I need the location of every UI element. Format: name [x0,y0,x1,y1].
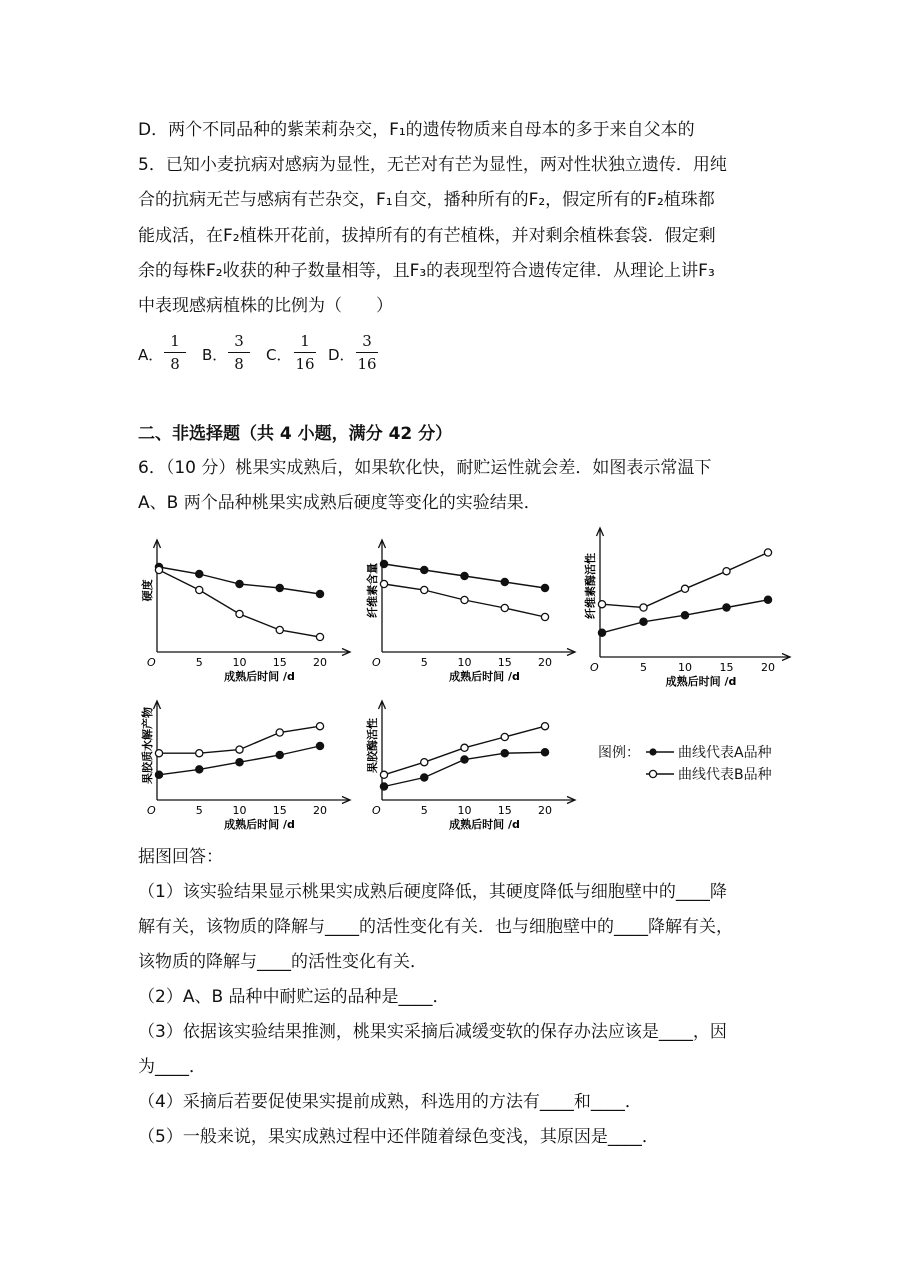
chart-axes [365,540,575,683]
data-point [421,586,428,593]
fraction-bar [356,352,378,353]
q6-intro-1: 6．（10 分）桃果实成熟后，如果软化快，耐贮运性就会差．如图表示常温下 [138,458,712,478]
x-tick-label: 5 [420,804,428,817]
x-tick-label: 15 [272,656,287,669]
x-axis-label: 成熟后时间 /d [449,670,520,683]
data-point [598,629,605,636]
data-point [461,596,468,603]
data-point [541,723,548,730]
option-label: A． [138,346,164,364]
y-axis-label: 纤维素含量 [366,562,379,618]
data-point [461,756,468,763]
fraction-bar [294,352,316,353]
legend-marker-b [644,767,676,781]
data-point [640,618,647,625]
series-a [380,749,548,790]
series-a [598,596,771,636]
q5-line-3: 能成活，在F₂植株开花前，拔掉所有的有芒植株，并对剩余植株套袋．假定剩 [138,226,716,246]
data-point [276,751,283,758]
data-point [501,750,508,757]
data-point [681,612,688,619]
data-point [236,746,243,753]
data-point [501,733,508,740]
numerator: 1 [300,332,310,350]
q6-sub1-line-2: 解有关，该物质的降解与____的活性变化有关．也与细胞壁中的____降解有关， [138,917,733,937]
q4-option-d: D．两个不同品种的紫茉莉杂交，F₁的遗传物质来自母本的多于来自父本的 [138,120,695,140]
q6-sub4: （4）采摘后若要促使果实提前成熟，科选用的方法有____和____． [138,1092,642,1112]
y-axis-label: 硬度 [141,579,154,602]
q5-line-4: 余的每株F₂收获的种子数量相等，且F₃的表现型符合遗传定律．从理论上讲F₃ [138,261,715,281]
x-tick-label: 20 [538,804,552,817]
data-point [316,590,323,597]
data-point [380,560,387,567]
data-point [421,566,428,573]
data-point [236,759,243,766]
data-point [380,580,387,587]
series-b [155,723,323,757]
fraction [356,332,378,373]
q5-line-2: 合的抗病无芒与感病有芒杂交，F₁自交，播种所有的F₂，假定所有的F₂植珠都 [138,190,715,210]
data-point [380,771,387,778]
data-point [276,729,283,736]
numerator: 1 [170,332,180,350]
data-point [236,610,243,617]
x-tick-label: 15 [719,661,734,674]
x-tick-label: 5 [640,661,647,674]
data-point [276,626,283,633]
denominator: 8 [170,355,180,373]
data-point [316,742,323,749]
origin-label: O [147,804,156,817]
x-tick-label: 20 [313,804,327,817]
data-point [598,601,605,608]
data-point [541,749,548,756]
y-axis-label: 纤维素酶活性 [584,553,597,620]
x-tick-label: 5 [420,656,428,669]
q6-sub1-line-1: （1）该实验结果显示桃果实成熟后硬度降低，其硬度降低与细胞壁中的____降 [138,882,727,902]
denominator: 8 [234,355,244,373]
data-point [764,549,771,556]
q5-line-5: 中表现感病植株的比例为（ ） [138,296,393,316]
data-point [155,771,162,778]
q5-line-1: 5．已知小麦抗病对感病为显性，无芒对有芒为显性，两对性状独立遗传．用纯 [138,155,727,175]
option-label: D． [328,346,355,364]
chart-legend [598,742,788,790]
option-label: C． [266,346,292,364]
chart-cellulase-activity [584,522,798,692]
legend-title: 图例： [598,745,640,761]
data-point [155,750,162,757]
q6-intro-2: A、B 两个品种桃果实成熟后硬度等变化的实验结果． [138,493,541,513]
denominator: 16 [357,355,377,373]
x-tick-label: 20 [538,656,552,669]
y-axis-label: 果胶质水解产物 [141,707,154,785]
q6-sub3-line-2: 为____． [138,1057,206,1077]
x-tick-label: 15 [497,804,512,817]
x-tick-label: 10 [232,804,247,817]
data-point [316,723,323,730]
numerator: 3 [362,332,372,350]
data-point [640,604,647,611]
series-b [380,723,548,779]
fraction-bar [228,352,250,353]
data-point [276,584,283,591]
series-line [602,553,768,608]
x-tick-label: 10 [232,656,247,669]
x-tick-label: 5 [195,804,203,817]
data-point [196,750,203,757]
chart-axes [583,528,790,688]
origin-label: O [372,804,381,817]
chart-axes [140,701,350,831]
answer-prompt: 据图回答： [138,847,223,867]
series-b [598,549,771,611]
x-tick-label: 10 [457,656,472,669]
chart-hardness [140,532,360,682]
data-point [501,578,508,585]
origin-label: O [590,661,599,674]
origin-label: O [372,656,381,669]
data-point [421,774,428,781]
data-point [764,596,771,603]
data-point [681,585,688,592]
q6-sub3-line-1: （3）依据该实验结果推测，桃果实采摘后减缓变软的保存办法应该是____，因 [138,1022,727,1042]
denominator: 16 [295,355,315,373]
data-point [421,759,428,766]
data-point [541,613,548,620]
x-tick-label: 20 [313,656,327,669]
origin-label: O [147,656,156,669]
data-point [380,783,387,790]
q6-sub5: （5）一般来说，果实成熟过程中还伴随着绿色变浅，其原因是____． [138,1127,659,1147]
x-tick-label: 15 [497,656,512,669]
fraction-bar [164,352,186,353]
chart-pectin-hydrolysis [140,695,360,830]
chart-axes [365,701,575,831]
chart-cellulose-content [365,532,585,682]
fraction [228,332,250,373]
data-point [155,566,162,573]
x-tick-label: 20 [761,661,775,674]
x-tick-label: 5 [195,656,203,669]
data-point [461,572,468,579]
fraction [164,332,186,373]
x-axis-label: 成熟后时间 /d [224,818,295,831]
data-point [236,580,243,587]
x-tick-label: 10 [457,804,472,817]
option-label: B． [202,346,228,364]
data-point [723,604,730,611]
q6-sub1-line-3: 该物质的降解与____的活性变化有关． [138,952,427,972]
data-point [196,586,203,593]
numerator: 3 [234,332,244,350]
chart-axes [140,540,350,683]
fraction [294,332,316,373]
data-point [541,584,548,591]
legend-label-b: 曲线代表B品种 [678,767,772,783]
data-point [723,568,730,575]
q6-sub2: （2）A、B 品种中耐贮运的品种是____． [138,987,450,1007]
chart-pectinase-activity [365,695,585,830]
legend-marker-a [644,745,676,759]
x-tick-label: 10 [678,661,692,674]
x-tick-label: 15 [272,804,287,817]
data-point [461,744,468,751]
data-point [501,604,508,611]
legend-label-a: 曲线代表A品种 [678,745,772,761]
data-point [316,633,323,640]
x-axis-label: 成熟后时间 /d [224,670,295,683]
data-point [196,570,203,577]
data-point [196,766,203,773]
x-axis-label: 成熟后时间 /d [665,675,737,688]
series-b [155,566,323,640]
y-axis-label: 果胶酶活性 [366,718,379,774]
section-title: 二、非选择题（共 4 小题，满分 42 分） [138,424,453,444]
x-axis-label: 成熟后时间 /d [449,818,520,831]
series-b [380,580,548,620]
